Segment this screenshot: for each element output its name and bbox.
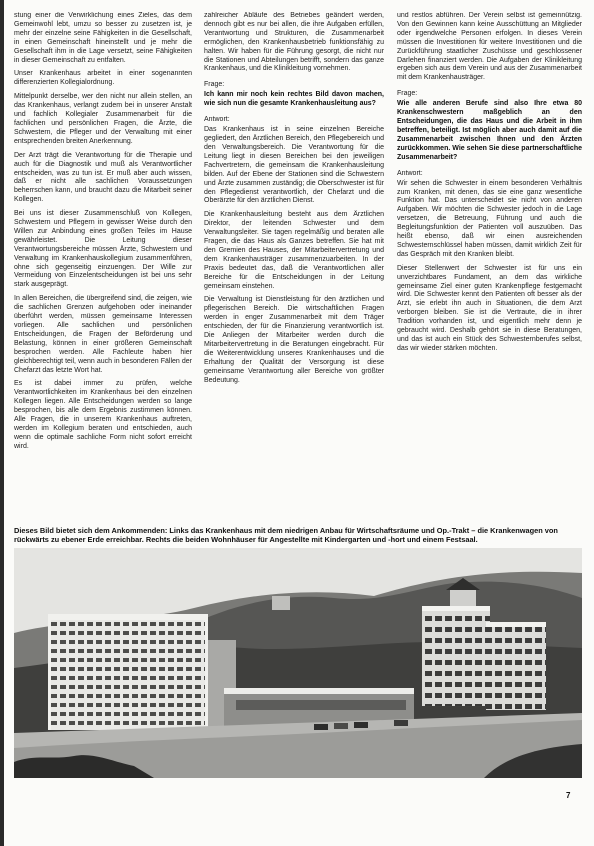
paragraph: In allen Bereichen, die übergreifend sind, die zeigen, wie die sachlichen Grenzen aufgehoben oder ineinander überführt werden, müssen gemeinsame Interessen vorliegen. Alle sachlichen und persönlichen Entscheidungen, die Fragen der Beförderung und Belastung, können in einer größeren Gemeinschaft besprochen werden. Alle Fachleute haben hier gleichberechtigt teil, wenn auch in besonderen Fällen der Chefarzt das letzte Wort hat. xyxy=(14,295,192,374)
hospital-photo-illustration xyxy=(14,548,582,778)
paragraph: Das Krankenhaus ist in seine einzelnen Bereiche gegliedert, den Ärztlichen Bereich, den Pflegebereich und den Verwaltungsbereich. Die Verantwortung für die Leitung liegt in diesen Bereichen bei den jeweiligen Fachvertretern, die gemeinsam die Krankenhausleitung bilden. Auf der Ebene der Stationen sind die Schwestern und Ärzte zusammen zuständig; die Oberschwester ist für den Pflegedienst verantwortlich, der Chefarzt und die Oberärzte für den ärztlichen Dienst. xyxy=(204,126,384,205)
paragraph: zahlreicher Abläufe des Betriebes geändert werden, dennoch gibt es nur bei allen, die ihre Aufgaben erfüllen, Verantwortung und Strukturen, die Zusammenarbeit ermöglichen, den Krankenhausbetrieb funktionsfähig zu halten. Wir haben für die Führung gesorgt, die nicht nur die Stationen und Abteilungen betrifft, sondern das ganze Krankenhaus, und die Klinikleitung vornehmen. xyxy=(204,12,384,73)
page-number: 7 xyxy=(566,791,571,800)
paragraph: Bei uns ist dieser Zusammenschluß von Kollegen, Schwestern und Pflegern in gewisser Weise durch den Willen zur Anbindung eines großen Teiles im Hause gewährleistet. Die Leitung dieser Verantwortungsbereiche müssen Ärzte, Schwestern und Verwaltung im Krankenhauskollegium zusammenführen, ohne sich gegenseitig einzuengen. Der Wille zur Vermeidung von Einzelentscheidungen ist bei uns sehr stark ausgeprägt. xyxy=(14,210,192,289)
article-columns xyxy=(14,12,582,523)
article-column-1 xyxy=(14,12,192,523)
answer-label: Antwort: xyxy=(204,116,230,124)
article-column-2 xyxy=(204,12,384,523)
answer-label: Antwort: xyxy=(397,169,423,177)
paragraph: Wir sehen die Schwester in einem besonderen Verhältnis zum Kranken, mit denen, das sie eine ganz wesentliche Funktion hat. Das unterscheidet sie nicht von anderen Aufgaben. Wir möchten die Schwester jedoch in die Lage versetzen, die Betreuung, Führung und auch die Begleitungsfunktion der Patienten voll auszuüben. Das heißt ebenso, daß wir einen ausreichenden Schwesternschlüssel haben müssen, damit wirklich Zeit für das Gespräch mit den Kranken bleibt. xyxy=(397,179,582,258)
paragraph: Der Arzt trägt die Verantwortung für die Therapie und auch für die Diagnostik und muß als Verantwortlicher entscheiden, was zu tun ist. Er muß aber auch wissen, daß er nicht alle sachlichen Voraussetzungen beherrschen kann, und braucht dazu die Mitarbeit seiner Kollegen. xyxy=(14,151,192,204)
interview-question: Ich kann mir noch kein rechtes Bild davon machen, wie sich nun die gesamte Krankenhausleitung aus? xyxy=(204,91,384,108)
photo-caption: Dieses Bild bietet sich dem Ankommenden: Links das Krankenhaus mit dem niedrigen Anbau für Wirtschaftsräume und Op.-Trakt – die Krankenwagen von rückwärts zu ebener Erde erreichbar. Rechts die beiden Wohnhäuser für Angestellte mit Kindergarten und -hort und einem Festsaal. xyxy=(14,526,558,545)
paragraph: Die Verwaltung ist Dienstleistung für den ärztlichen und pflegerischen Bereich. Die wirtschaftlichen Fragen werden in enger Zusammenarbeit mit dem Träger entschieden, der für die Finanzierung verantwortlich ist. Die Anliegen der Mitarbeiter werden durch die Mitarbeitervertretung in die Beratungen eingebracht. Für die Weiterentwicklung unseres Krankenhauses und die Erhaltung der Qualität der Versorgung ist diese gemeinsame Verantwortung aller Bereiche von größter Bedeutung. xyxy=(204,296,384,384)
paragraph: Mittelpunkt derselbe, wer den nicht nur allein stellen, an das Krankenhaus, verlangt zudem bei in unserer Anstalt und fachlich Kollegialer Zusammenarbeit für die fachlichen und persönlichen Fragen, die Ärzte, die Schwestern, die Pfleger und der Verwaltung mit einer entsprechenden breiten Anerkennung. xyxy=(14,93,192,145)
question-label: Frage: xyxy=(397,90,418,98)
paragraph: Dieser Stellenwert der Schwester ist für uns ein unverzichtbares Fundament, an dem das wirkliche gemeinsame Ziel einer guten Krankenpflege festgemacht wird. Die Schwester kennt den Patienten oft besser als der Arzt, sie erlebt ihn auch in Situationen, die dem Arzt verborgen bleiben. Sie ist die Vertraute, die in ihrer Tradition vorhanden ist, und eigentlich mehr denn je gebraucht wird. Deshalb gehört sie in diese Beratungen, und das ist auch ein Stück des Schwesternberufes selbst, das wir wieder stärken möchten. xyxy=(397,264,582,352)
question-label: Frage: xyxy=(204,81,225,89)
paragraph: Die Krankenhausleitung besteht aus dem Ärztlichen Direktor, der leitenden Schwester und dem Verwaltungsleiter. Sie tagen regelmäßig und beraten alle Fragen, die das Haus als Ganzes betreffen. Sie hat mit den Gremien des Hauses, der Mitarbeitervertretung und dem Krankenhausträger zusammenzuarbeiten. In der Praxis bedeutet das, daß die Verantwortlichen aller Bereiche für die Entscheidungen in der Leitung gemeinsam einstehen. xyxy=(204,211,384,290)
interview-question: Wie alle anderen Berufe sind also Ihre etwa 80 Krankenschwestern maßgeblich an den Entscheidungen, die das Haus und die Arbeit in ihm betreffen, beteiligt. Ist möglich aber auch damit auf die Zusammenarbeit zwischen Ihnen und den Ärzten zurückkommen. Wie sehen Sie diese partnerschaftliche Zusammenarbeit? xyxy=(397,100,582,161)
scan-edge xyxy=(0,0,4,846)
paragraph: stung einer die Verwirklichung eines Zieles, das dem Gemeinwohl lebt, umzu so besser zu zusetzen ist, je mehr der einzelne seine Fähigkeiten in die Gesellschaft, in einen Gemeinschaft hineinstellt und je mehr die Gesellschaft ihm in die Lage versetzt, seine Fähigkeiten in dieser Gemeinschaft zu entfalten. xyxy=(14,12,192,64)
paragraph: Es ist dabei immer zu prüfen, welche Verantwortlichkeiten im Krankenhaus bei den einzelnen Kollegen liegen. Alle Entscheidungen werden so lange besprochen, bis alle dem Ergebnis zustimmen können. Alle Fragen, die in unserem Krankenhaus auftreten, werden im Kollegium beraten und entschieden, auch wenn die optimale sachliche Form nicht sofort erreicht wird. xyxy=(14,380,192,450)
hospital-photo xyxy=(14,548,582,778)
article-column-3 xyxy=(397,12,582,523)
paragraph: und restlos abführen. Der Verein selbst ist gemeinnützig. Von den Gewinnen kann keine Ausschüttung an Mitglieder oder irgendwelche Personen erfolgen. In dieses Verein müssen die Investitionen für weitere Investitionen und die Zurückführung staatlicher Zuschüsse und geschlossener Darlehen finanziert werden. Die Aufgaben der Klinikleitung ergeben sich aus dem Verein und aus der Zusammenarbeit mit dem Krankenhausträger. xyxy=(397,12,582,82)
paragraph: Unser Krankenhaus arbeitet in einer sogenannten differenzierten Kollegialordnung. xyxy=(14,70,192,87)
